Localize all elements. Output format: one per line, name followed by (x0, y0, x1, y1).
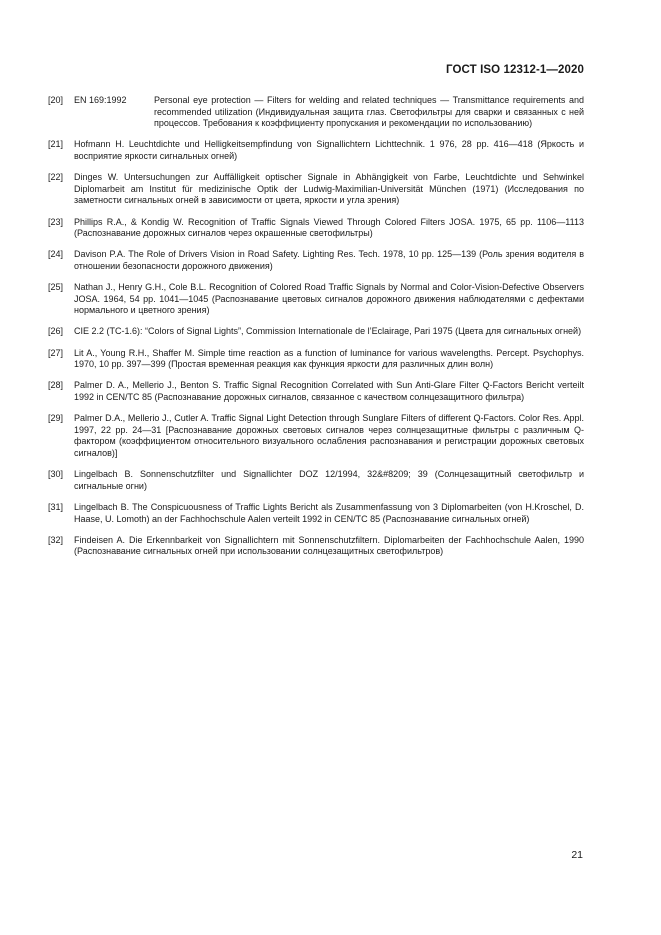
reference-item (48, 249, 584, 272)
reference-text: Palmer D. A., Mellerio J., Benton S. Traffic Signal Recognition Correlated with Sun Anti-Glare Filter Q-Factors Bericht verteilt 1992 in CEN/TC 85 (Распознавание дорожных сигналов, связанное с качеством солнцезащитного фильтра) (74, 380, 584, 403)
reference-item (48, 413, 584, 459)
reference-item (48, 348, 584, 371)
reference-number: [23] (48, 216, 64, 227)
reference-item (48, 217, 584, 240)
reference-item (48, 326, 584, 338)
reference-item (48, 380, 584, 403)
reference-item (48, 282, 584, 317)
reference-text: Davison P.A. The Role of Drivers Vision in Road Safety. Lighting Res. Tech. 1978, 10 pp. 125—139 (Роль зрения водителя в отношении безопасности дорожного движения) (74, 249, 584, 271)
reference-text: Lingelbach B. The Conspicuousness of Traffic Lights Bericht als Zusammenfassung von 3 Diplomarbeiten (von H.Kroschel, D. Haase, U. Lomoth) an der Fachhochschule Aalen verteilt 1992 in CEN/TC 85 (Распознавание сигнальных огней) (74, 501, 584, 524)
document-header: ГОСТ ISO 12312-1—2020 (446, 64, 584, 76)
bibliography-list (48, 95, 584, 568)
reference-text: Personal eye protection — Filters for welding and related techniques — Transmittance requirements and recommended utilization (Индивидуальная защита глаз. Светофильтры для сварки и связанных с ней процессов. Требования к коэффициенту пропускания и рекомендации по использованию) (154, 95, 584, 129)
reference-number: [31] (48, 501, 64, 512)
reference-text: Hofmann H. Leuchtdichte und Helligkeitsempfindung von Signallichtern Lichttechnik. 1 976, 28 pp. 416—418 (Яркость и восприятие яркости сигнальных огней) (74, 139, 584, 161)
reference-text: Phillips R.A., & Kondig W. Recognition of Traffic Signals Viewed Through Colored Filters JOSA. 1975, 65 pp. 1106—1113 (Распознавание дорожных сигналов через окрашенные светофильтры) (74, 216, 584, 239)
reference-text: Lit A., Young R.H., Shaffer M. Simple time reaction as a function of luminance for various wavelengths. Percept. Psychophys. 1970, 10 pp. 397—399 (Простая временная реакция как функция яркости для различных длин волн) (74, 347, 584, 370)
reference-number: [22] (48, 172, 64, 183)
reference-number: [25] (48, 282, 64, 293)
reference-text: Dinges W. Untersuchungen zur Auffälligkeit optischer Signale in Abhängigkeit von Farbe, Leuchtdichte und Sehwinkel Diplomarbeit am Institut für medizinische Optik der Ludwig-Maximilian-Universität München (1971) (Исследования по заметности сигнальных огней в зависимости от цвета, яркости и угла зрения) (74, 172, 584, 206)
reference-number: [30] (48, 469, 64, 480)
reference-item (48, 172, 584, 207)
reference-standard-code: EN 169:1992 (74, 95, 127, 105)
reference-item (48, 502, 584, 525)
reference-text: Palmer D.A., Mellerio J., Cutler A. Traffic Signal Light Detection through Sunglare Filters of different Q-Factors. Color Res. Appl. 1997, 22 pp. 24—31 [Распознавание дорожных световых сигналов через солнцезащитные фильтры с различным Q-фактором (коэффициентом относительного визуального ослабления распознавания и регистрации дорожных световых сигналов)] (74, 413, 584, 458)
reference-text: CIE 2.2 (TC-1.6): “Colors of Signal Lights”, Commission Internationale de l’Eclairage, Pari 1975 (Цвета для сигнальных огней) (74, 326, 582, 337)
reference-number: [28] (48, 380, 64, 391)
reference-number: [21] (48, 139, 64, 150)
reference-number: [26] (48, 326, 64, 337)
reference-number: [27] (48, 347, 64, 358)
reference-text: Nathan J., Henry G.H., Cole B.L. Recognition of Colored Road Traffic Signals by Normal and Color-Vision-Defective Observers JOSA. 1964, 54 pp. 1041—1045 (Распознавание цветовых сигналов дорожного движения наблюдателями с дефектами нормального и цветного зрения) (74, 282, 584, 316)
reference-number: [29] (48, 413, 64, 424)
reference-item (48, 469, 584, 492)
reference-item (48, 535, 584, 558)
reference-number: [24] (48, 249, 64, 260)
reference-number: [32] (48, 534, 64, 545)
reference-text: Lingelbach B. Sonnenschutzfilter und Signallichter DOZ 12/1994, 32&#8209; 39 (Солнцезащитный светофильтр и сигнальные огни) (74, 469, 584, 491)
reference-text: Findeisen A. Die Erkennbarkeit von Signallichtern mit Sonnenschutzfiltern. Diplomarbeiten der Fachhochschule Aalen, 1990 (Распознавание сигнальных огней при использовании солнцезащитных светофильтров) (74, 534, 584, 557)
reference-item (48, 95, 584, 130)
reference-item (48, 139, 584, 162)
page-number: 21 (571, 849, 583, 861)
reference-number: [20] (48, 95, 64, 105)
